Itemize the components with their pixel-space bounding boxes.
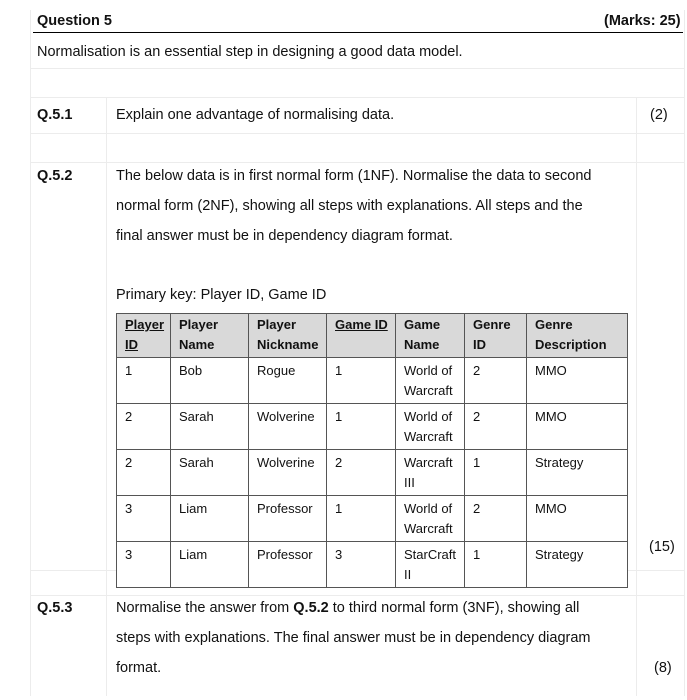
cell-game-id: 1 — [327, 404, 396, 450]
q53-line-3: format. — [116, 660, 162, 676]
q51-text: Explain one advantage of normalising data. — [116, 107, 395, 123]
cell-player-name: Liam — [171, 542, 249, 588]
cell-player-nickname: Professor — [249, 542, 327, 588]
faint-rule — [30, 68, 685, 69]
cell-player-id: 2 — [117, 450, 171, 496]
table-row — [117, 496, 628, 542]
col-header-player-name: Player Name — [171, 314, 249, 358]
cell-player-nickname: Rogue — [249, 358, 327, 404]
faint-rule — [106, 98, 107, 696]
cell-genre-description: Strategy — [527, 542, 628, 588]
cell-player-id: 2 — [117, 404, 171, 450]
cell-genre-id: 1 — [465, 542, 527, 588]
faint-rule — [30, 595, 685, 596]
cell-genre-description: Strategy — [527, 450, 628, 496]
cell-game-id: 3 — [327, 542, 396, 588]
q52-marks: (15) — [649, 539, 675, 555]
q52-line-1: The below data is in first normal form (1NF). Normalise the data to second — [116, 168, 592, 184]
cell-game-name: Warcraft III — [396, 450, 465, 496]
cell-genre-description: MMO — [527, 358, 628, 404]
cell-genre-id: 2 — [465, 358, 527, 404]
cell-player-nickname: Wolverine — [249, 404, 327, 450]
cell-genre-id: 2 — [465, 404, 527, 450]
cell-player-nickname: Wolverine — [249, 450, 327, 496]
table-row — [117, 542, 628, 588]
cell-player-name: Sarah — [171, 404, 249, 450]
cell-player-name: Bob — [171, 358, 249, 404]
question-marks: (Marks: 25) — [604, 13, 681, 29]
faint-rule — [30, 133, 685, 134]
col-header-genre-id: Genre ID — [465, 314, 527, 358]
faint-rule — [30, 162, 685, 163]
q53-line-2: steps with explanations. The final answer must be in dependency diagram — [116, 630, 591, 646]
faint-rule — [636, 98, 637, 696]
col-header-game-name: Game Name — [396, 314, 465, 358]
q52-line-2: normal form (2NF), showing all steps with explanations. All steps and the — [116, 198, 583, 214]
q52-number: Q.5.2 — [37, 168, 73, 184]
col-header-genre-description: Genre Description — [527, 314, 628, 358]
q51-marks: (2) — [650, 107, 668, 123]
cell-player-id: 1 — [117, 358, 171, 404]
col-header-player-id: Player ID — [117, 314, 171, 358]
question-intro: Normalisation is an essential step in designing a good data model. — [37, 44, 463, 60]
cell-game-name: World of Warcraft — [396, 404, 465, 450]
q53-marks: (8) — [654, 660, 672, 676]
q53-line-1: Normalise the answer from Q.5.2 to third normal form (3NF), showing all — [116, 600, 580, 616]
cell-game-name: StarCraft II — [396, 542, 465, 588]
cell-player-id: 3 — [117, 542, 171, 588]
table-row — [117, 404, 628, 450]
table-header-row — [117, 314, 628, 358]
faint-rule — [30, 10, 31, 696]
question-title: Question 5 — [37, 13, 112, 29]
nf1-data-table — [116, 313, 628, 588]
faint-rule — [684, 10, 685, 696]
faint-rule — [30, 97, 685, 98]
col-header-player-nickname: Player Nickname — [249, 314, 327, 358]
q52-line-3: final answer must be in dependency diagram format. — [116, 228, 453, 244]
cell-genre-description: MMO — [527, 404, 628, 450]
cell-genre-id: 2 — [465, 496, 527, 542]
primary-key-note: Primary key: Player ID, Game ID — [116, 287, 327, 303]
header-underline — [33, 32, 683, 33]
col-header-game-id: Game ID — [327, 314, 396, 358]
cell-game-id: 1 — [327, 496, 396, 542]
cell-game-name: World of Warcraft — [396, 496, 465, 542]
cell-genre-id: 1 — [465, 450, 527, 496]
cell-game-id: 1 — [327, 358, 396, 404]
cell-game-name: World of Warcraft — [396, 358, 465, 404]
q53-reference: Q.5.2 — [293, 600, 329, 616]
q51-number: Q.5.1 — [37, 107, 73, 123]
cell-game-id: 2 — [327, 450, 396, 496]
cell-genre-description: MMO — [527, 496, 628, 542]
cell-player-id: 3 — [117, 496, 171, 542]
table-row — [117, 358, 628, 404]
cell-player-name: Liam — [171, 496, 249, 542]
table-row — [117, 450, 628, 496]
cell-player-name: Sarah — [171, 450, 249, 496]
cell-player-nickname: Professor — [249, 496, 327, 542]
q53-number: Q.5.3 — [37, 600, 73, 616]
